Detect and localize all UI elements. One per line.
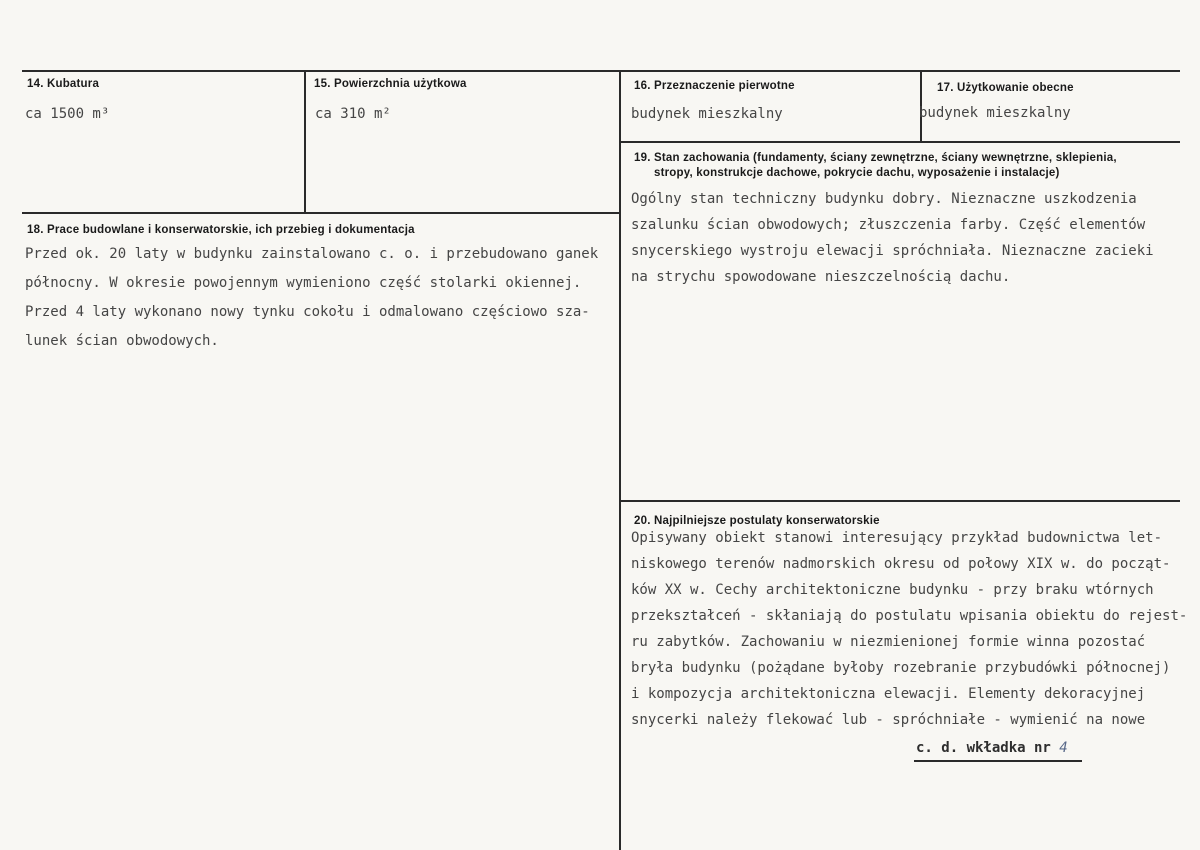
- continuation-note: [916, 740, 1068, 756]
- top-border: [22, 70, 1180, 72]
- divider-14-15: [304, 70, 306, 212]
- field-20-line: ków XX w. Cechy architektoniczne budynku - przy braku wtórnych: [631, 582, 1154, 598]
- field-20-line: snycerki należy flekować lub - spróchniałe - wymienić na nowe: [631, 712, 1146, 728]
- field-16-label: 16. Przeznaczenie pierwotne: [634, 80, 795, 92]
- field-18-label: 18. Prace budowlane i konserwatorskie, ich przebieg i dokumentacja: [27, 224, 415, 236]
- bottom-border-16-17: [620, 141, 1180, 143]
- continuation-text: c. d. wkładka nr: [916, 740, 1051, 756]
- field-20-line: niskowego terenów nadmorskich okresu od połowy XIX w. do począt-: [631, 556, 1171, 572]
- continuation-number: 4: [1059, 740, 1068, 756]
- field-19-label-line2: stropy, konstrukcje dachowe, pokrycie dachu, wyposażenie i instalacje): [654, 167, 1060, 179]
- field-19-line: szalunku ścian obwodowych; złuszczenia farby. Część elementów: [631, 217, 1146, 233]
- field-19-text: [631, 186, 1154, 290]
- field-14-value: ca 1500 m³: [25, 106, 110, 122]
- field-15-value: ca 310 m²: [315, 106, 391, 122]
- field-14-label: 14. Kubatura: [27, 78, 100, 90]
- field-20-line: przekształceń - skłaniają do postulatu wpisania obiektu do rejest-: [631, 608, 1188, 624]
- continuation-underline: [914, 760, 1082, 762]
- field-18-line: północny. W okresie powojennym wymieniono część stolarki okiennej.: [25, 275, 582, 291]
- field-20-line: ru zabytków. Zachowaniu w niezmienionej formie winna pozostać: [631, 634, 1146, 650]
- field-19-line: Ogólny stan techniczny budynku dobry. Nieznaczne uszkodzenia: [631, 191, 1137, 207]
- bottom-border-19: [620, 500, 1180, 502]
- field-19-label-line1: 19. Stan zachowania (fundamenty, ściany zewnętrzne, ściany wewnętrzne, sklepienia,: [634, 152, 1117, 164]
- field-20-line: Opisywany obiekt stanowi interesujący przykład budownictwa let-: [631, 530, 1163, 546]
- field-18-line: lunek ścian obwodowych.: [25, 333, 219, 349]
- field-18-line: Przed 4 laty wykonano nowy tynku cokołu i odmalowano częściowo sza-: [25, 304, 590, 320]
- field-20-text: [631, 525, 1187, 733]
- field-18-text: [25, 240, 598, 356]
- field-20-line: bryła budynku (pożądane byłoby rozebranie przybudówki północnej): [631, 660, 1171, 676]
- field-15-label: 15. Powierzchnia użytkowa: [314, 78, 467, 90]
- field-20-line: i kompozycja architektoniczna elewacji. Elementy dekoracyjnej: [631, 686, 1146, 702]
- field-19-line: snycerskiego wystroju elewacji spróchniała. Nieznaczne zacieki: [631, 243, 1154, 259]
- field-16-value: budynek mieszkalny: [631, 106, 783, 122]
- field-20-label: 20. Najpilniejsze postulaty konserwatorskie: [634, 515, 880, 527]
- field-18-line: Przed ok. 20 laty w budynku zainstalowano c. o. i przebudowano ganek: [25, 246, 599, 262]
- center-divider: [619, 70, 621, 850]
- field-17-label: 17. Użytkowanie obecne: [937, 82, 1074, 94]
- field-19-line: na strychu spowodowane nieszczelnością dachu.: [631, 269, 1011, 285]
- bottom-border-14-15: [22, 212, 620, 214]
- field-17-value: budynek mieszkalny: [919, 105, 1071, 121]
